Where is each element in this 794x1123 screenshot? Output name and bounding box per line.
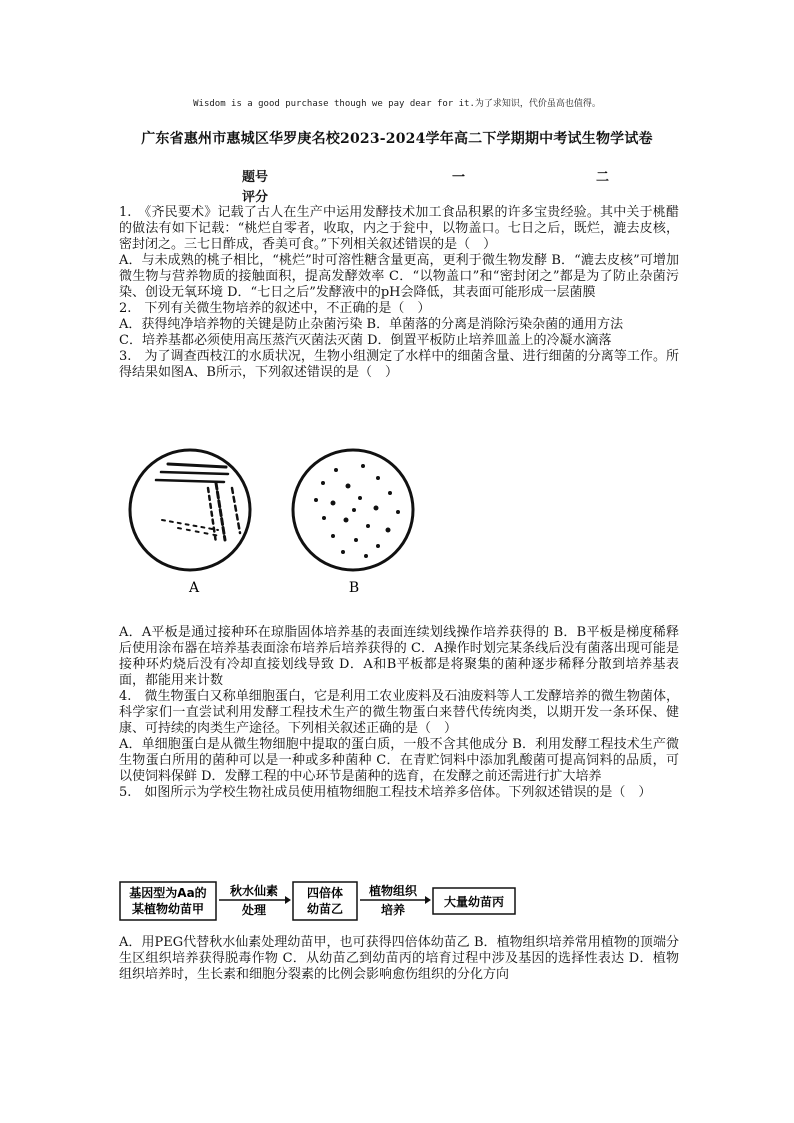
question-3-stem: 3. 为了调查西枝江的水质状况，生物小组测定了水样中的细菌含量、进行细菌的分离等工作。所得结果如图A、B所示，下列叙述错误的是（ ） [119, 349, 679, 380]
score-table-row2-label: 评分 [242, 190, 269, 205]
flow-arrowhead-1 [285, 896, 291, 904]
questions-part1 [119, 205, 679, 381]
colonies-b [314, 464, 400, 558]
flow-diagram [119, 880, 519, 922]
flow-box1-line2: 某植物幼苗甲 [131, 902, 205, 916]
streak-lines-a [156, 464, 240, 543]
figure-label-a: A [188, 580, 200, 596]
flow-box3: 大量幼苗丙 [443, 895, 505, 909]
score-table-row1-label: 题号 [242, 170, 269, 185]
page-title: 广东省惠州市惠城区华罗庚名校2023-2024学年高二下学期期中考试生物学试卷 [141, 131, 653, 147]
question-3-options: A．A平板是通过接种环在琼脂固体培养基的表面连续划线操作培养获得的 B．B平板是梯度稀释后使用涂布器在培养基表面涂布培养后培养获得的 C．A操作时划完某条线后没有菌落出现可能是接种环灼烧后没有冷却直接划线导致 D．A和B平板都是将聚集的菌种逐步稀释分散到培养基表面，都能用来计数 [119, 625, 679, 688]
petri-dish-figure [128, 448, 428, 598]
question-2-stem: 2. 下列有关微生物培养的叙述中，不正确的是（ ） [119, 301, 431, 316]
figure-label-b: B [348, 580, 360, 596]
question-2-options-line2: C．培养基都必须使用高压蒸汽灭菌法灭菌 D．倒置平板防止培养皿盖上的冷凝水滴落 [119, 333, 612, 348]
question-2-options-line1: A．获得纯净培养物的关键是防止杂菌污染 B．单菌落的分离是消除污染杂菌的通用方法 [119, 317, 624, 332]
question-5-stem: 5. 如图所示为学校生物社成员使用植物细胞工程技术培养多倍体。下列叙述错误的是（ ） [119, 785, 652, 800]
petri-dish-a [130, 450, 250, 570]
flow-step2-line1: 植物组织 [368, 884, 418, 898]
question-5-options: A．用PEG代替秋水仙素处理幼苗甲，也可获得四倍体幼苗乙 B．植物组织培养常用植物的顶端分生区组织培养获得脱毒作物 C．从幼苗乙到幼苗丙的培育过程中涉及基因的选择性表达 D．植物组织培养时，生长素和细胞分裂素的比例会影响愈伤组织的分化方向 [119, 935, 679, 982]
questions-part3 [119, 935, 679, 983]
question-1-options: A．与未成熟的桃子相比，“桃烂”时可溶性糖含量更高，更利于微生物发酵 B．“漉去皮核”可增加微生物与营养物质的接触面积，提高发酵效率 C．“以物盖口”和“密封闭之”都是为了防止杂菌污染、创设无氧环境 D．“七日之后”发酵液中的pH会降低，其表面可能形成一层菌膜 [119, 253, 679, 300]
flow-box2-line1: 四倍体 [306, 886, 344, 900]
score-table-col1: 一 [452, 170, 466, 185]
flow-step2-line2: 培养 [380, 903, 406, 917]
flow-box2-line2: 幼苗乙 [306, 902, 344, 916]
flow-box1-line1: 基因型为Aa的 [129, 886, 207, 900]
questions-part2 [119, 625, 679, 801]
header-motto: Wisdom is a good purchase though we pay dear for it.为了求知识，代价虽高也值得。 [193, 99, 601, 109]
flow-arrowhead-2 [425, 896, 431, 904]
question-1-stem: 1. 《齐民要术》记载了古人在生产中运用发酵技术加工食品积累的许多宝贵经验。其中关于桃醋的做法有如下记载：“桃烂自零者，收取，内之于瓮中，以物盖口。七日之后，既烂，漉去皮核，密封闭之。三七日酢成，香美可食。”下列相关叙述错误的是（ ） [119, 205, 679, 252]
flow-step1-line2: 处理 [241, 903, 267, 917]
question-4-stem: 4. 微生物蛋白又称单细胞蛋白，它是利用工农业废料及石油废料等人工发酵培养的微生物菌体，科学家们一直尝试利用发酵工程技术生产的微生物蛋白来替代传统肉类，以期开发一条环保、健康、可持续的肉类生产途径。下列相关叙述正确的是（ ） [119, 689, 679, 736]
score-table-col2: 二 [596, 170, 610, 185]
question-4-options: A．单细胞蛋白是从微生物细胞中提取的蛋白质，一般不含其他成分 B．利用发酵工程技术生产微生物蛋白所用的菌种可以是一种或多种菌种 C．在青贮饲料中添加乳酸菌可提高饲料的品质，可以使饲料保鲜 D．发酵工程的中心环节是菌种的选育，在发酵之前还需进行扩大培养 [119, 737, 679, 784]
flow-step1-line1: 秋水仙素 [229, 884, 279, 898]
